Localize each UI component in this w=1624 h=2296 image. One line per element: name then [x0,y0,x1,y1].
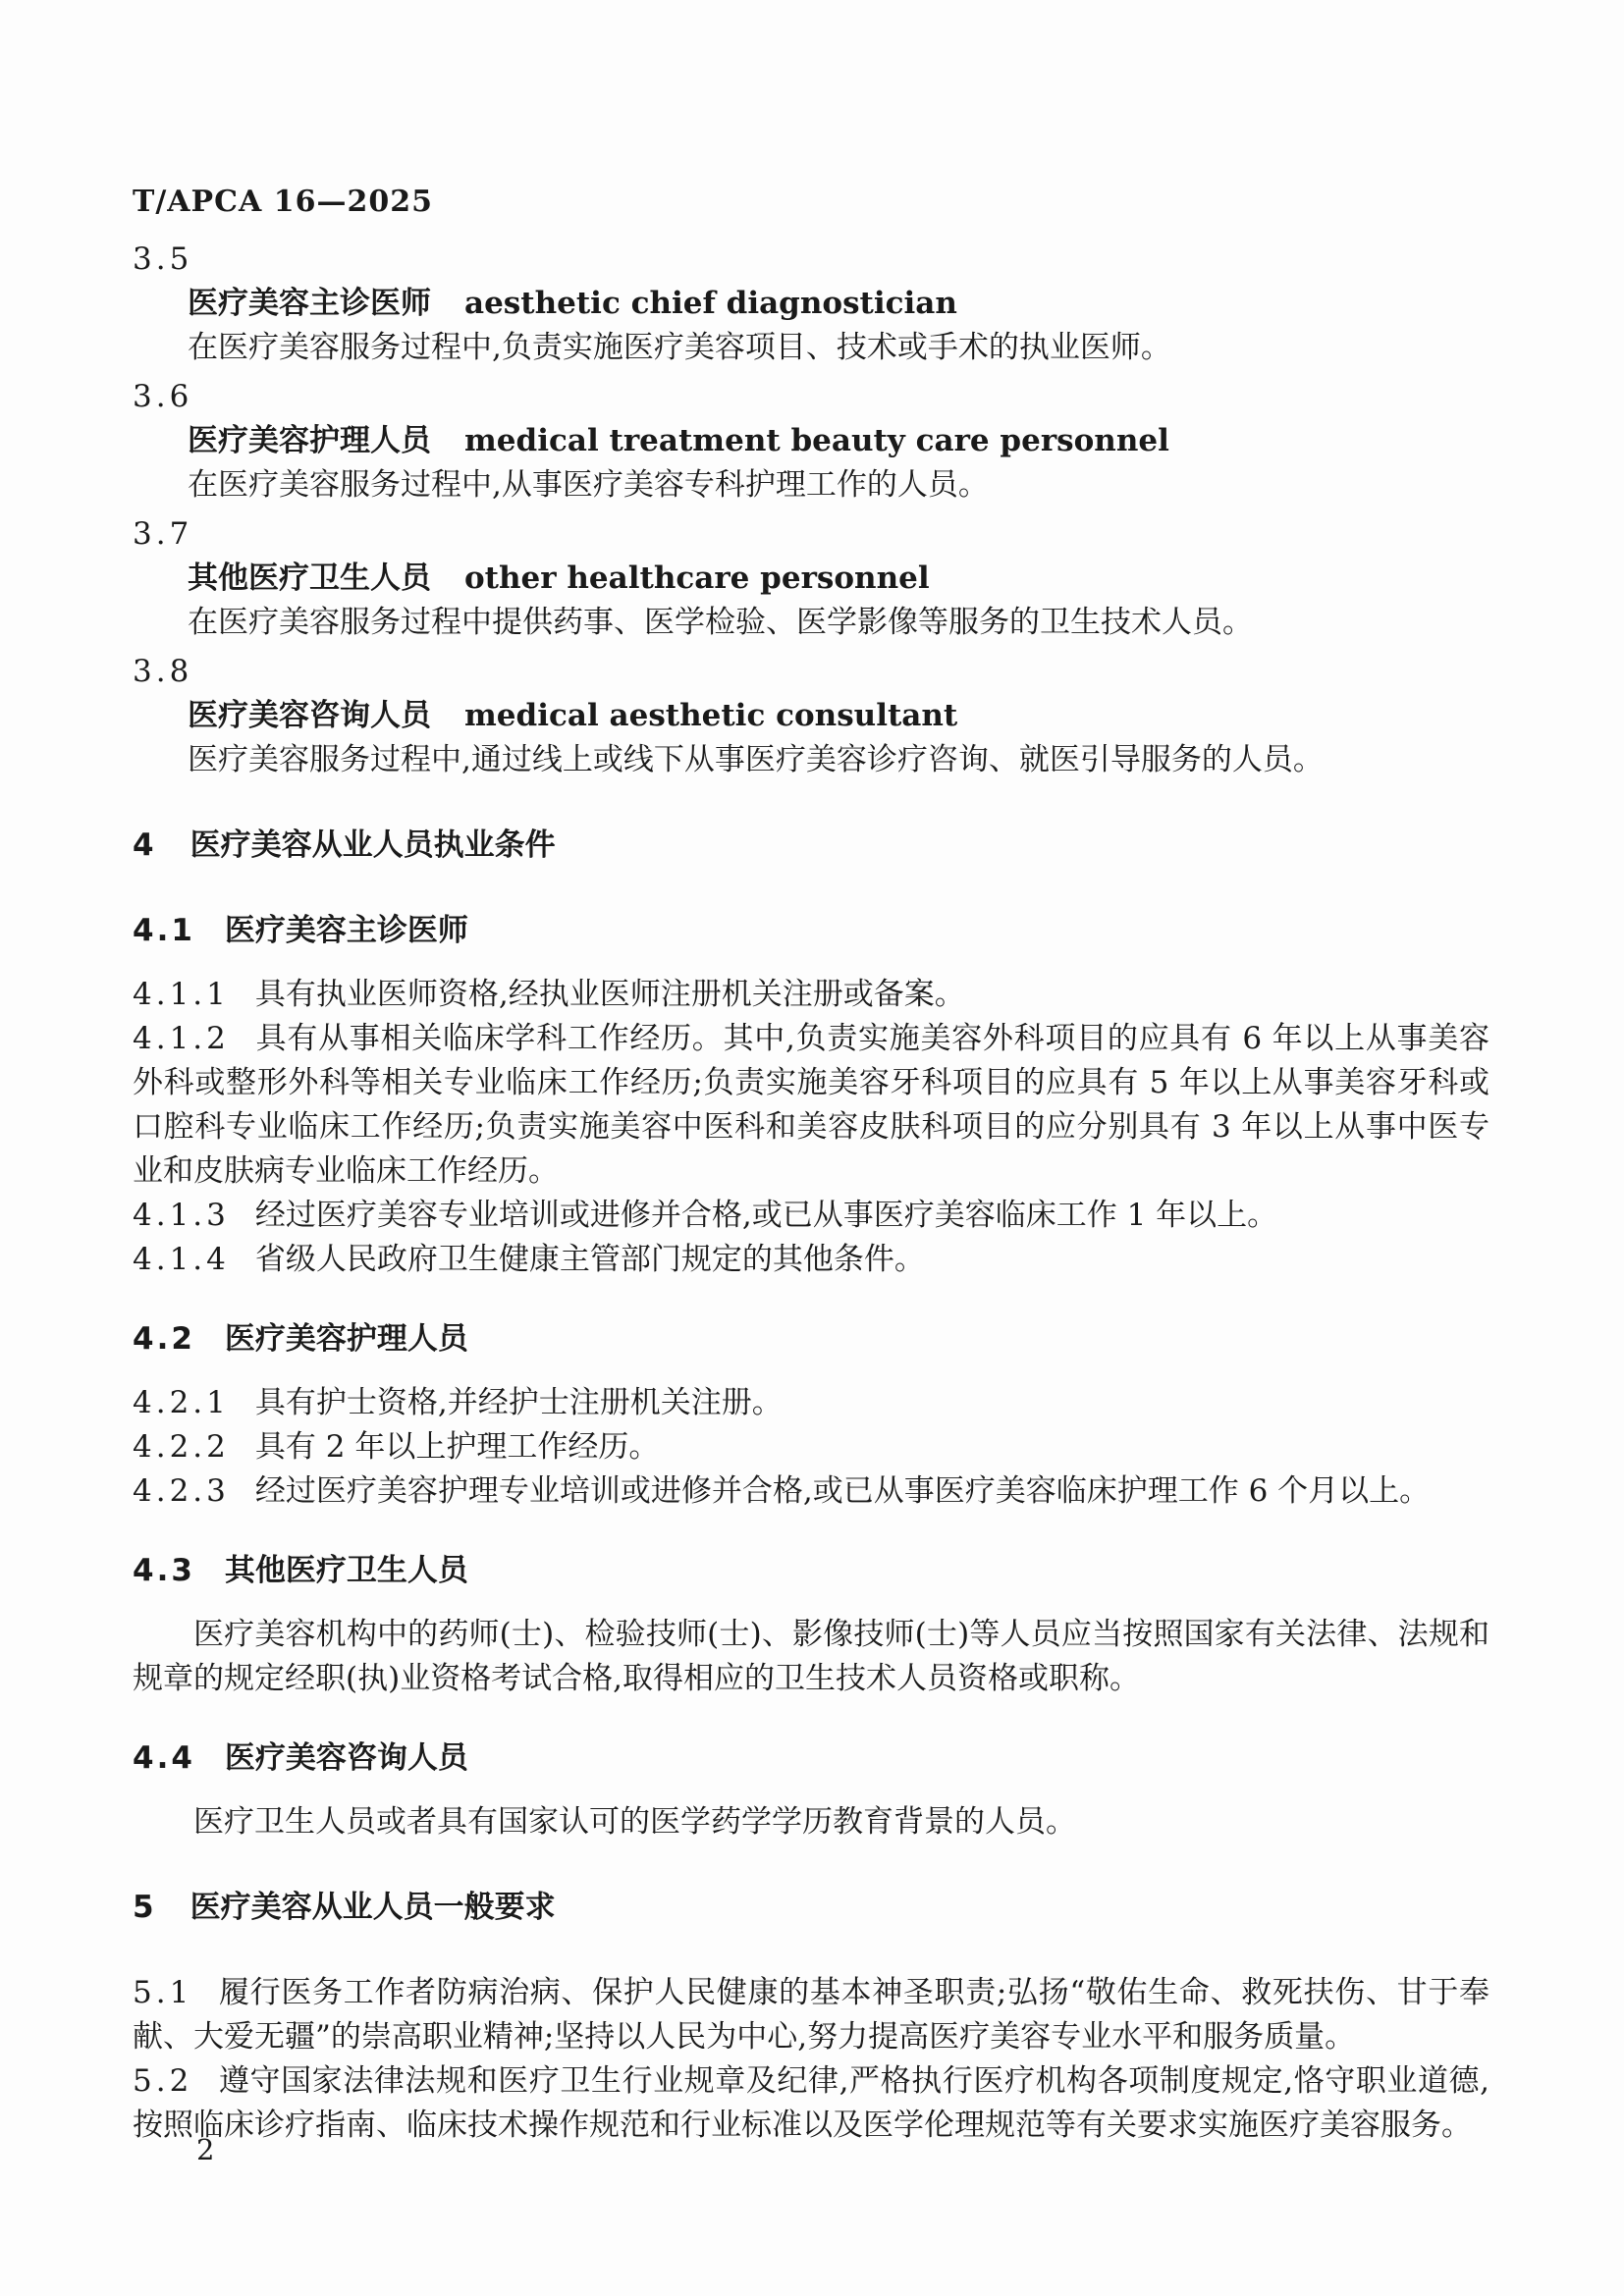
subsection-number: 4.4 [133,1740,195,1776]
subsection-number: 4.2 [133,1321,195,1357]
standard-code-header: T/APCA 16—2025 [133,185,433,219]
subsection-title: 医疗美容主诊医师 [224,913,468,948]
clause-4-1-1 [133,973,1489,1017]
subsection-number: 4.1 [133,913,195,948]
section-5-heading [133,1886,1489,1930]
section-title: 医疗美容从业人员一般要求 [189,1890,556,1925]
term-zh: 医疗美容咨询人员 [188,698,431,733]
clause-text: 具有护士资格,并经护士注册机关注册。 [254,1385,783,1420]
clause-text: 省级人民政府卫生健康主管部门规定的其他条件。 [254,1242,925,1277]
term-en: medical aesthetic consultant [464,698,958,733]
term-entry-3-8 [133,650,1489,782]
term-number: 3.7 [133,516,193,552]
term-title-line [133,282,1489,326]
term-zh: 其他医疗卫生人员 [188,561,431,596]
clause-number: 5.2 [133,2063,193,2099]
clause-number: 4.1.3 [133,1198,230,1233]
subsection-title: 医疗美容咨询人员 [224,1740,468,1776]
term-en: aesthetic chief diagnostician [464,286,957,321]
clause-4-2-3 [133,1469,1489,1514]
term-title-line [133,557,1489,601]
term-entry-3-6 [133,375,1489,507]
subsection-4-4-heading [133,1736,1489,1781]
page-number: 2 [196,2133,215,2166]
term-entry-3-7 [133,512,1489,645]
subsection-4-2-heading [133,1317,1489,1362]
clause-text: 经过医疗美容专业培训或进修并合格,或已从事医疗美容临床工作 1 年以上。 [254,1198,1278,1233]
clause-number: 5.1 [133,1975,193,2010]
term-en: medical treatment beauty care personnel [464,423,1169,458]
subsection-title: 其他医疗卫生人员 [224,1553,468,1588]
clause-text: 具有 2 年以上护理工作经历。 [254,1429,660,1465]
term-en: other healthcare personnel [464,561,930,596]
clause-text: 具有从事相关临床学科工作经历。其中,负责实施美容外科项目的应具有 6 年以上从事美容外科或整形外科等相关专业临床工作经历;负责实施美容牙科项目的应具有 5 年以上从事美容牙科或口腔科专业临床工作经历;负责实施美容中医科和美容皮肤科项目的应分别具有 3 年以上从事中医专业和皮肤病专业临床工作经历。 [133,1021,1489,1189]
clause-4-1-3 [133,1194,1489,1238]
subsection-4-1-heading [133,909,1489,953]
clause-4-2-1 [133,1381,1489,1425]
clause-5-2 [133,2059,1489,2148]
clause-4-2-2 [133,1425,1489,1469]
subsection-number: 4.3 [133,1553,195,1588]
paragraph-4-3: 医疗美容机构中的药师(士)、检验技师(士)、影像技师(士)等人员应当按照国家有关法律、法规和规章的规定经职(执)业资格考试合格,取得相应的卫生技术人员资格或职称。 [133,1617,1489,1696]
clause-number: 4.1.2 [133,1021,230,1056]
section-title: 医疗美容从业人员执业条件 [189,828,556,863]
clause-text: 具有执业医师资格,经执业医师注册机关注册或备案。 [254,977,965,1012]
clause-5-1 [133,1971,1489,2059]
clause-number: 4.1.1 [133,977,230,1012]
term-definition: 在医疗美容服务过程中,从事医疗美容专科护理工作的人员。 [188,467,989,503]
clause-number: 4.2.3 [133,1473,230,1509]
term-entry-3-5 [133,238,1489,370]
clause-4-1-2 [133,1017,1489,1194]
subsection-title: 医疗美容护理人员 [224,1321,468,1357]
clause-text: 经过医疗美容护理专业培训或进修并合格,或已从事医疗美容临床护理工作 6 个月以上。 [254,1473,1431,1509]
clause-number: 4.1.4 [133,1242,230,1277]
section-number: 4 [133,828,157,863]
clause-text: 遵守国家法律法规和医疗卫生行业规章及纪律,严格执行医疗机构各项制度规定,恪守职业道德,按照临床诊疗指南、临床技术操作规范和行业标准以及医学伦理规范等有关要求实施医疗美容服务。 [133,2063,1489,2143]
term-zh: 医疗美容主诊医师 [188,286,431,321]
term-definition: 在医疗美容服务过程中,负责实施医疗美容项目、技术或手术的执业医师。 [188,330,1171,365]
term-title-line [133,419,1489,463]
subsection-4-3-heading [133,1549,1489,1593]
term-number: 3.6 [133,379,193,414]
term-zh: 医疗美容护理人员 [188,423,431,458]
clause-text: 履行医务工作者防病治病、保护人民健康的基本神圣职责;弘扬“敬佑生命、救死扶伤、甘于奉献、大爱无疆”的崇高职业精神;坚持以人民为中心,努力提高医疗美容专业水平和服务质量。 [133,1975,1489,2055]
clause-number: 4.2.2 [133,1429,230,1465]
document-page [133,180,1489,2148]
section-4-heading [133,824,1489,868]
paragraph-4-4: 医疗卫生人员或者具有国家认可的医学药学学历教育背景的人员。 [193,1804,1076,1840]
clause-4-1-4 [133,1238,1489,1282]
clause-number: 4.2.1 [133,1385,230,1420]
term-number: 3.5 [133,241,193,277]
term-number: 3.8 [133,654,193,689]
term-definition: 医疗美容服务过程中,通过线上或线下从事医疗美容诊疗咨询、就医引导服务的人员。 [188,742,1324,777]
section-number: 5 [133,1890,157,1925]
term-title-line [133,694,1489,738]
term-definition: 在医疗美容服务过程中提供药事、医学检验、医学影像等服务的卫生技术人员。 [188,605,1253,640]
